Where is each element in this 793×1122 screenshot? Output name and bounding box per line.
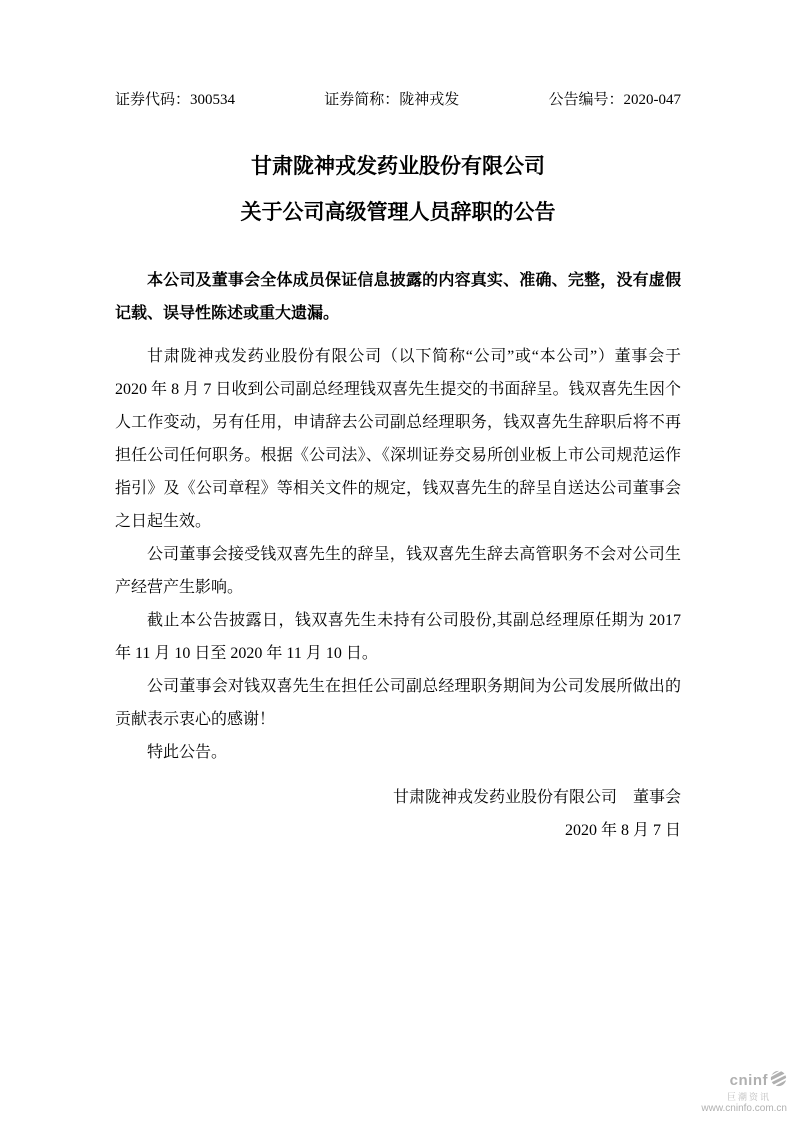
cninfo-brand-text: cninf xyxy=(729,1072,768,1090)
signature-company: 甘肃陇神戎发药业股份有限公司 董事会 xyxy=(392,789,681,807)
cninfo-watermark xyxy=(701,1070,787,1114)
security-code: 证券代码：300534 xyxy=(115,92,236,108)
disclaimer-statement: 本公司及董事会全体成员保证信息披露的内容真实、准确、完整，没有虚假记载、误导性陈述或重大遗漏。 xyxy=(115,272,681,323)
announcement-number: 公告编号：2020-047 xyxy=(548,92,681,108)
cninfo-chinese-name: 巨潮资讯 xyxy=(726,1092,771,1103)
cninfo-swirl-icon xyxy=(770,1070,787,1092)
paragraph-resignation: 甘肃陇神戎发药业股份有限公司（以下简称“公司”或“本公司”）董事会于 2020 年 8 月 7 日收到公司副总经理钱双喜先生提交的书面辞呈。钱双喜先生因个人工作变动，另有任用，申请辞去公司副总经理职务，钱双喜先生辞职后将不再担任公司任何职务。根据《公司法》、《深圳证券交易所创业板上市公司规范运作指引》及《公司章程》等相关文件的规定，钱双喜先生的辞呈自送达公司董事会之日起生效。 xyxy=(115,348,681,531)
cninfo-brand-row xyxy=(701,1070,787,1092)
paragraph-closing: 特此公告。 xyxy=(147,744,228,762)
signature-block xyxy=(115,781,681,847)
security-name: 证券简称：陇神戎发 xyxy=(324,92,460,108)
paragraph-acceptance: 公司董事会接受钱双喜先生的辞呈，钱双喜先生辞去高管职务不会对公司生产经营产生影响。 xyxy=(115,546,681,597)
doc-header xyxy=(115,90,681,110)
cninfo-url: www.cninfo.com.cn xyxy=(701,1102,787,1114)
signature-date: 2020 年 8 月 7 日 xyxy=(564,822,681,840)
paragraph-gratitude: 公司董事会对钱双喜先生在担任公司副总经理职务期间为公司发展所做出的贡献表示衷心的感谢！ xyxy=(115,678,681,729)
paragraph-shareholding: 截止本公告披露日，钱双喜先生未持有公司股份,其副总经理原任期为 2017 年 11 月 10 日至 2020 年 11 月 10 日。 xyxy=(115,612,681,663)
company-title: 甘肃陇神戎发药业股份有限公司 xyxy=(251,154,545,178)
announcement-title: 关于公司高级管理人员辞职的公告 xyxy=(240,200,556,225)
